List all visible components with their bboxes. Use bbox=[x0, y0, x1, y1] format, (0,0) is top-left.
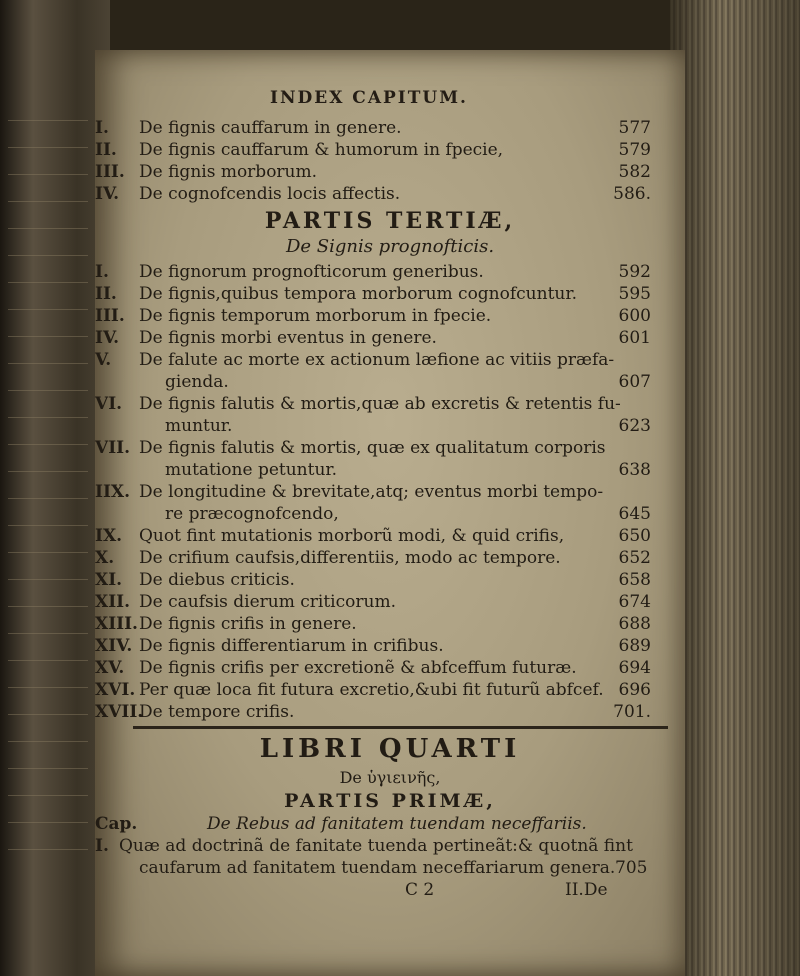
signature-mark: C 2 bbox=[405, 880, 435, 900]
book4-part: PARTIS PRIMÆ, bbox=[284, 790, 496, 812]
book4-heading: LIBRI QUARTI bbox=[259, 734, 521, 764]
book4-greek: De ὑγιεινῆς, bbox=[339, 768, 441, 787]
section-rule bbox=[133, 726, 668, 729]
part3-subheading: De Signis prognofticis. bbox=[285, 236, 495, 257]
running-head: INDEX CAPITUM. bbox=[270, 88, 468, 108]
page-edges-shade bbox=[670, 0, 800, 976]
cap-label: Cap. bbox=[95, 814, 138, 834]
book-page: INDEX CAPITUM. I. De fignis cauffarum in genere. 577 II. De fignis cauffarum & humorum in fpecie, 579 III. De fignis morborum. 582 IV. De cognofcendis locis affectis. 586. PARTIS TERTIÆ, De Signis prognofticis. I. De fignorum prognofticorum generibus. 592 II. De fignis,quibus tempora morborum cognofcuntur. 595 III. De fignis temporum morborum in fpecie. 600 IV. De fignis morbi eventus in genere. 601 V. De falute ac morte ex actionum læfione ac vitiis præfa- gienda. 607 VI. De fignis falutis & mortis,quæ ab excretis & retentis fu- muntur. 623 VII. De fignis falutis & mortis, quæ ex qualitatum corporis mutatione petuntur. 638 IIX. De longitudine & brevitate,atq; eventus morbi tempo- re præcognofcendo, 645 IX. Quot fint mutationis morborũ modi, & quid crifis, 650 X. De crifium caufsis,differentiis, modo ac tempore. 652 XI. De diebus criticis. 658 XII. De caufsis dierum criticorum. 674 XIII. De fignis crifis in genere. 688 XIV. De fignis differentiarum in crifibus. 689 XV. De fignis crifis per excretionẽ & abfceffum futuræ. 694 XVI. Per quæ loca fit futura excretio,&ubi fit futurũ abfcef. 696 XVII. De tempore crifis. 701. LIBRI QUARTI De ὑγιεινῆς, PARTIS PRIMÆ, Cap. De Rebus ad fanitatem tuendam neceffariis. I. Quæ ad doctrinã de fanitate tuenda pertineãt:& quotnã fint caufarum ad fanitatem tuendam neceffariarum genera. 705 C 2 II.De bbox=[95, 50, 685, 976]
cap-title: De Rebus ad fanitatem tuendam neceffariis. bbox=[207, 814, 587, 834]
book-gutter bbox=[0, 0, 110, 976]
gutter-texture bbox=[8, 120, 88, 880]
catchword: II.De bbox=[565, 880, 608, 900]
part3-heading: PARTIS TERTIÆ, bbox=[264, 208, 516, 234]
